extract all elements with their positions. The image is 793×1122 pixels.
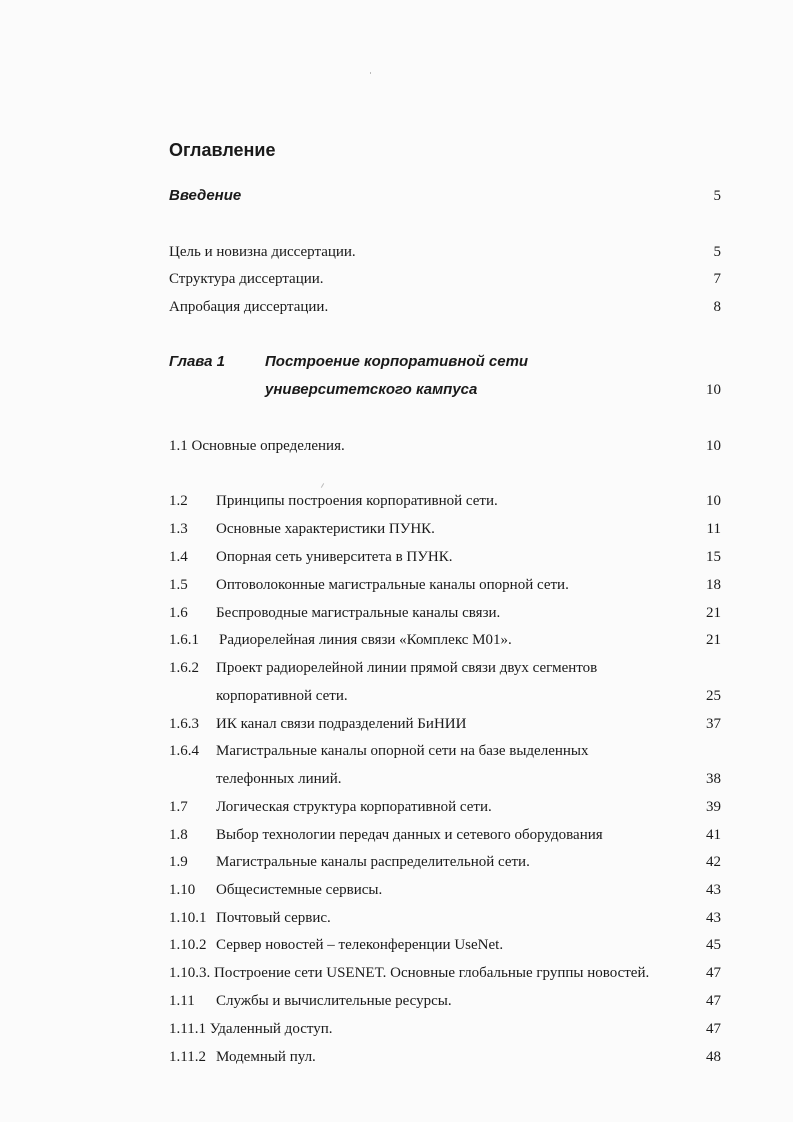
entry-number: 1.4 bbox=[169, 549, 188, 565]
page-number: 5 bbox=[713, 244, 721, 260]
entry-number: 1.6.4 bbox=[169, 743, 199, 759]
entry-number: 1.6 bbox=[169, 605, 188, 621]
entry-text: телефонных линий. bbox=[216, 771, 342, 787]
page-number: 45 bbox=[706, 937, 721, 953]
toc-entry[interactable] bbox=[169, 714, 721, 734]
entry-text: Структура диссертации. bbox=[169, 271, 324, 287]
entry-text: корпоративной сети. bbox=[216, 688, 348, 704]
entry-number: 1.10 bbox=[169, 882, 196, 898]
toc-entry[interactable] bbox=[169, 1019, 721, 1039]
page-number: 47 bbox=[706, 993, 721, 1009]
toc-entry[interactable] bbox=[169, 269, 721, 289]
scan-speck bbox=[370, 72, 371, 74]
toc-entry[interactable] bbox=[169, 603, 721, 623]
toc-entry[interactable] bbox=[169, 741, 721, 761]
entry-text: Логическая структура корпоративной сети. bbox=[216, 799, 492, 815]
toc-title: Оглавление bbox=[169, 140, 276, 160]
page-number: 42 bbox=[706, 854, 721, 870]
page-number: 8 bbox=[713, 299, 721, 315]
page-number: 10 bbox=[706, 382, 721, 398]
toc-intro-entry[interactable] bbox=[169, 186, 721, 206]
entry-number: 1.1 Основные определения. bbox=[169, 438, 345, 454]
entry-number: 1.7 bbox=[169, 799, 188, 815]
page-number: 47 bbox=[706, 965, 721, 981]
entry-text: Общесистемные сервисы. bbox=[216, 882, 383, 898]
scan-speck bbox=[321, 483, 324, 488]
toc-entry-cont[interactable] bbox=[169, 686, 721, 706]
page-number: 38 bbox=[706, 771, 721, 787]
entry-text: Почтовый сервис. bbox=[216, 910, 331, 926]
entry-number: 1.10.1 bbox=[169, 910, 207, 926]
page-number: 41 bbox=[706, 827, 721, 843]
toc-entry[interactable] bbox=[169, 658, 721, 678]
toc-entry[interactable] bbox=[169, 547, 721, 567]
toc-entry[interactable] bbox=[169, 825, 721, 845]
entry-number: 1.6.3 bbox=[169, 716, 199, 732]
page-number: 21 bbox=[706, 632, 721, 648]
entry-text: Основные характеристики ПУНК. bbox=[216, 521, 435, 537]
page-number: 15 bbox=[706, 549, 721, 565]
page-number: 7 bbox=[713, 271, 721, 287]
toc-entry[interactable] bbox=[169, 297, 721, 317]
entry-number: 1.6.1 bbox=[169, 632, 199, 648]
entry-number: 1.11.1 Удаленный доступ. bbox=[169, 1021, 333, 1037]
toc-entry[interactable] bbox=[169, 1047, 721, 1067]
toc-entry[interactable] bbox=[169, 935, 721, 955]
toc-entry[interactable] bbox=[169, 908, 721, 928]
chapter-label: Глава 1 bbox=[169, 353, 226, 370]
entry-text: ИК канал связи подразделений БиНИИ bbox=[216, 716, 467, 732]
page-number: 37 bbox=[706, 716, 721, 732]
entry-text: Опорная сеть университета в ПУНК. bbox=[216, 549, 453, 565]
page-number: 18 bbox=[706, 577, 721, 593]
entry-text: Принципы построения корпоративной сети. bbox=[216, 493, 498, 509]
chapter-title-line1: Построение корпоративной сети bbox=[265, 353, 529, 370]
entry-text: Службы и вычислительные ресурсы. bbox=[216, 993, 452, 1009]
page-number: 43 bbox=[706, 910, 721, 926]
toc-entry[interactable] bbox=[169, 519, 721, 539]
page-number: 10 bbox=[706, 438, 721, 454]
toc-entry[interactable] bbox=[169, 852, 721, 872]
entry-number: 1.3 bbox=[169, 521, 188, 537]
toc-entry[interactable] bbox=[169, 436, 721, 456]
entry-number: 1.2 bbox=[169, 493, 188, 509]
entry-text: Модемный пул. bbox=[216, 1049, 316, 1065]
entry-text: Радиорелейная линия связи «Комплекс М01». bbox=[219, 632, 512, 648]
page-number: 11 bbox=[706, 521, 721, 537]
toc-entry[interactable] bbox=[169, 991, 721, 1011]
page-number: 25 bbox=[706, 688, 721, 704]
entry-text: Оптоволоконные магистральные каналы опорной сети. bbox=[216, 577, 569, 593]
toc-entry[interactable] bbox=[169, 242, 721, 262]
entry-text: Цель и новизна диссертации. bbox=[169, 244, 356, 260]
entry-text: Сервер новостей – телеконференции UseNet. bbox=[216, 937, 504, 953]
page-number: 48 bbox=[706, 1049, 721, 1065]
entry-text: Магистральные каналы распределительной сети. bbox=[216, 854, 530, 870]
entry-text: Апробация диссертации. bbox=[169, 299, 329, 315]
page-number: 39 bbox=[706, 799, 721, 815]
toc-entry[interactable] bbox=[169, 797, 721, 817]
entry-number: 1.9 bbox=[169, 854, 188, 870]
entry-number: 1.6.2 bbox=[169, 660, 199, 676]
toc-entry[interactable] bbox=[169, 575, 721, 595]
entry-text: Магистральные каналы опорной сети на базе выделенных bbox=[216, 743, 589, 759]
toc-chapter-entry-cont[interactable] bbox=[169, 380, 721, 400]
entry-number: 1.11.2 bbox=[169, 1049, 206, 1065]
toc-entry[interactable] bbox=[169, 963, 721, 983]
toc-entry[interactable] bbox=[169, 491, 721, 511]
entry-number: 1.10.3. Построение сети USENET. Основные глобальные группы новостей. bbox=[169, 965, 650, 981]
entry-text: Беспроводные магистральные каналы связи. bbox=[216, 605, 501, 621]
page-number: 10 bbox=[706, 493, 721, 509]
page-number: 21 bbox=[706, 605, 721, 621]
entry-number: 1.11 bbox=[169, 993, 195, 1009]
page-number: 47 bbox=[706, 1021, 721, 1037]
toc-chapter-entry[interactable] bbox=[169, 352, 721, 372]
page-number: 5 bbox=[713, 188, 721, 204]
toc-entry[interactable] bbox=[169, 880, 721, 900]
intro-label: Введение bbox=[169, 187, 242, 204]
toc-entry-cont[interactable] bbox=[169, 769, 721, 789]
entry-number: 1.10.2 bbox=[169, 937, 207, 953]
page-number: 43 bbox=[706, 882, 721, 898]
entry-text: Выбор технологии передач данных и сетевого оборудования bbox=[216, 827, 603, 843]
entry-number: 1.5 bbox=[169, 577, 188, 593]
chapter-title-line2: университетского кампуса bbox=[265, 381, 478, 398]
entry-text: Проект радиорелейной линии прямой связи двух сегментов bbox=[216, 660, 598, 676]
toc-entry[interactable] bbox=[169, 630, 721, 650]
entry-number: 1.8 bbox=[169, 827, 188, 843]
